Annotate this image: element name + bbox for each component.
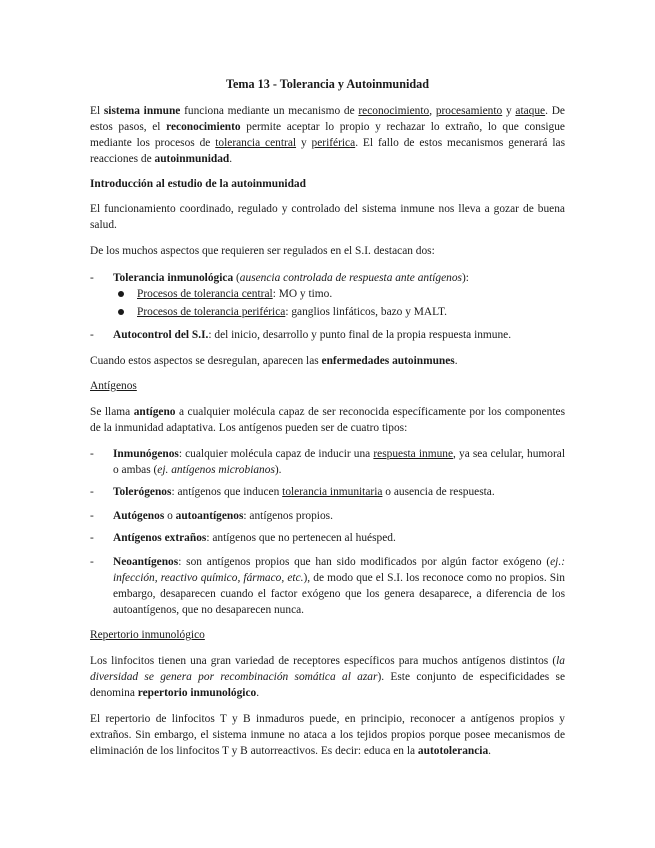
intro-paragraph <box>90 103 565 167</box>
bold-term: Autógenos <box>113 510 165 522</box>
underlined-term: Procesos de tolerancia periférica <box>137 306 286 318</box>
bold-term: autoinmunidad <box>154 153 230 165</box>
bold-term: repertorio inmunológico <box>137 687 257 699</box>
bold-term: autoantígenos <box>175 510 244 522</box>
text: : antígenos que no pertenecen al huésped. <box>206 532 396 544</box>
text: . De estos pasos, el <box>90 105 565 133</box>
underlined-term: procesamiento <box>435 105 503 117</box>
text: , ya sea celular, humoral o ambas ( <box>113 448 565 476</box>
list-item-inmunogenos <box>113 446 565 478</box>
bold-term: enfermedades autoinmunes <box>321 355 455 367</box>
text: y <box>296 137 312 149</box>
bold-term: reconocimiento <box>166 121 241 133</box>
text: funciona mediante un mecanismo de <box>180 105 359 117</box>
bullet-icon <box>118 291 124 297</box>
text: ): <box>462 272 469 284</box>
text: El repertorio de linfocitos T y B inmaduros puede, en principio, reconocer a antígenos propios y extraños. Sin embargo, el sistema inmune no ataca a los tejidos propios porque posee mecanismos de eliminación de los linfocitos T y B autorreactivos. Es decir: educa en la <box>90 713 565 757</box>
bold-term: autotolerancia <box>417 745 489 757</box>
bold-term: Tolerógenos <box>113 486 172 498</box>
bold-term: Neoantígenos <box>113 556 179 568</box>
text: , <box>429 105 436 117</box>
text: ), de modo que el S.I. los reconoce como no propios. Sin embargo, desaparecen cuando el factor exógeno que los genera desaparece, a diferencia de los autoantígenos, que no desaparecen nunca. <box>113 572 565 616</box>
text: Se llama <box>90 406 134 418</box>
section-heading-intro: Introducción al estudio de la autoinmunidad <box>90 178 306 190</box>
italic-text: ej. antígenos microbianos <box>157 464 275 476</box>
bold-term: Inmunógenos <box>113 448 179 460</box>
paragraph-funcionamiento: El funcionamiento coordinado, regulado y controlado del sistema inmune nos lleva a gozar de buena salud. <box>90 203 565 231</box>
text: o ausencia de respuesta. <box>382 486 495 498</box>
text: . <box>488 745 492 757</box>
sublist-item-periferica <box>137 304 565 320</box>
italic-text: ausencia controlada de respuesta ante antígenos <box>239 272 462 284</box>
list-item-extranos <box>113 530 565 546</box>
list-item-tolerogenos <box>113 484 565 500</box>
text: ). Este conjunto de especificidades se denomina <box>90 671 565 699</box>
text: Cuando estos aspectos se desregulan, aparecen las <box>90 355 322 367</box>
underlined-term: tolerancia inmunitaria <box>282 486 383 498</box>
list-dash: - <box>90 329 94 341</box>
list-dash: - <box>90 510 94 522</box>
text: : MO y timo. <box>272 288 333 300</box>
text: ( <box>233 272 240 284</box>
list-item-tolerancia <box>113 270 565 286</box>
bold-term: Tolerancia inmunológica <box>113 272 234 284</box>
paragraph-aspectos: De los muchos aspectos que requieren ser regulados en el S.I. destacan dos: <box>90 245 435 257</box>
list-item-autogenos <box>113 508 565 524</box>
italic-text: la diversidad se genera por recombinación somática al azar <box>90 655 565 683</box>
paragraph-repertorio <box>90 711 565 759</box>
underlined-term: ataque <box>515 105 546 117</box>
list-item-autocontrol <box>113 327 565 343</box>
sublist-item-central <box>137 286 565 302</box>
text: : del inicio, desarrollo y punto final de la propia respuesta inmune. <box>208 329 512 341</box>
text: : antígenos que inducen <box>171 486 283 498</box>
text: permite aceptar lo propio y rechazar lo extraño, lo que consigue mediante los procesos de <box>90 121 565 149</box>
underlined-term: reconocimiento <box>358 105 430 117</box>
list-item-neoantigenos <box>113 554 565 618</box>
underlined-term: periférica <box>311 137 356 149</box>
paragraph-antigeno <box>90 404 565 436</box>
page-title: Tema 13 - Tolerancia y Autoinmunidad <box>225 77 430 91</box>
section-heading-antigenos: Antígenos <box>90 380 137 392</box>
list-dash: - <box>90 532 94 544</box>
text: y <box>502 105 516 117</box>
list-dash: - <box>90 486 94 498</box>
list-dash: - <box>90 448 94 460</box>
text: . <box>454 355 458 367</box>
text: El <box>90 105 104 117</box>
underlined-term: tolerancia central <box>215 137 297 149</box>
text: : son antígenos propios que han sido modificados por algún factor exógeno ( <box>178 556 551 568</box>
list-dash: - <box>90 272 94 284</box>
section-heading-repertorio: Repertorio inmunológico <box>90 629 205 641</box>
text: o <box>164 510 176 522</box>
bold-term: Antígenos extraños <box>113 532 207 544</box>
text: . <box>256 687 260 699</box>
text: . El fallo de estos mecanismos generará las reacciones de <box>90 137 566 165</box>
bullet-icon <box>118 309 124 315</box>
bold-term: Autocontrol del S.I. <box>113 329 209 341</box>
text: a cualquier molécula capaz de ser reconocida específicamente por los componentes de la inmunidad adaptativa. Los antígenos pueden ser de cuatro tipos: <box>90 406 566 434</box>
text: Los linfocitos tienen una gran variedad de receptores específicos para muchos antígenos distintos ( <box>90 655 557 667</box>
paragraph-linfocitos <box>90 653 565 701</box>
list-dash: - <box>90 556 94 568</box>
underlined-term: Procesos de tolerancia central <box>137 288 273 300</box>
text: : ganglios linfáticos, bazo y MALT. <box>285 306 447 318</box>
italic-text: ej.: infección, reactivo químico, fármaco, etc. <box>113 556 565 584</box>
bold-term: antígeno <box>133 406 176 418</box>
paragraph-desregulan <box>90 353 565 369</box>
text: : cualquier molécula capaz de inducir una <box>178 448 374 460</box>
text: : antígenos propios. <box>243 510 333 522</box>
bold-term: sistema inmune <box>103 105 181 117</box>
text: . <box>229 153 233 165</box>
underlined-term: respuesta inmune <box>373 448 454 460</box>
text: ). <box>274 464 282 476</box>
